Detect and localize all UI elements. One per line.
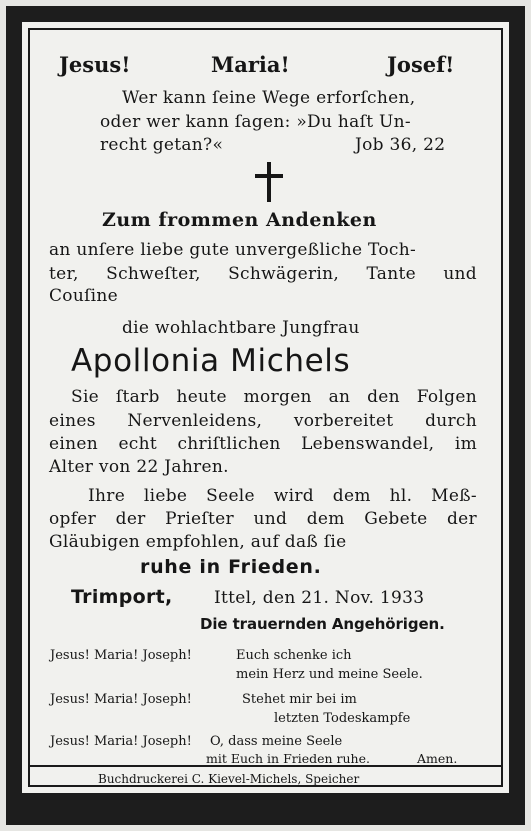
death-line-1: Sie ſtarb heute morgen an den Folgen	[71, 387, 477, 407]
invocation-2-names: Jesus! Maria! Joseph!	[50, 692, 192, 707]
card-inner	[22, 22, 509, 793]
memorial-card	[6, 6, 525, 825]
verse-line-3: recht getan?«	[100, 135, 224, 155]
verse-line-2: oder wer kann ſagen: »Du haſt Un-	[100, 112, 411, 132]
prayer-line-1: Ihre liebe Seele wird dem hl. Meß-	[88, 486, 477, 506]
deceased-name: Apollonia Michels	[71, 343, 351, 379]
invocation-1-names: Jesus! Maria! Joseph!	[50, 648, 192, 663]
header-josef: Josef!	[387, 52, 455, 77]
header-jesus: Jesus!	[59, 52, 131, 77]
invocation-3-text-1: O, dass meine Seele	[210, 734, 343, 749]
rest-in-peace: ruhe in Frieden.	[140, 556, 322, 578]
prayer-line-2: opfer der Prieſter und dem Gebete der	[49, 509, 477, 529]
invocation-2-text-1: Stehet mir bei im	[242, 692, 357, 707]
header-maria: Maria!	[211, 52, 290, 77]
invocation-1-text-1: Euch schenke ich	[236, 648, 352, 663]
invocation-3-text-2: mit Euch in Frieden ruhe.	[206, 751, 370, 766]
invocation-3-names: Jesus! Maria! Joseph!	[50, 734, 192, 749]
footer-divider	[28, 765, 503, 767]
cross-icon	[255, 162, 283, 202]
verse-line-1: Wer kann ſeine Wege erforſchen,	[122, 88, 416, 108]
memorial-title: Zum frommen Andenken	[102, 209, 377, 231]
intro-line-1: an unſere liebe gute unvergeßliche Toch-	[49, 240, 416, 260]
verse-reference: Job 36, 22	[355, 135, 446, 155]
epithet: die wohlachtbare Jungfrau	[122, 318, 360, 338]
printer-credit: Buchdruckerei C. Kievel-Michels, Speicher	[98, 772, 360, 786]
invocation-3-amen: Amen.	[417, 751, 458, 766]
mourners: Die trauernden Angehörigen.	[200, 615, 445, 633]
date-line: Ittel, den 21. Nov. 1933	[214, 588, 425, 608]
death-line-3: einen echt chriſtlichen Lebenswandel, im	[49, 434, 477, 454]
prayer-line-3: Gläubigen empfohlen, auf daß ſie	[49, 532, 347, 552]
intro-line-3: Couſine	[49, 286, 119, 306]
death-line-2: eines Nervenleidens, vorbereitet durch	[49, 411, 477, 431]
place: Trimport,	[71, 586, 173, 608]
invocation-1-text-2: mein Herz und meine Seele.	[236, 667, 423, 682]
invocation-2-text-2: letzten Todeskampfe	[274, 711, 411, 726]
death-line-4: Alter von 22 Jahren.	[49, 457, 229, 477]
intro-line-2: ter, Schweſter, Schwägerin, Tante und	[49, 264, 477, 284]
